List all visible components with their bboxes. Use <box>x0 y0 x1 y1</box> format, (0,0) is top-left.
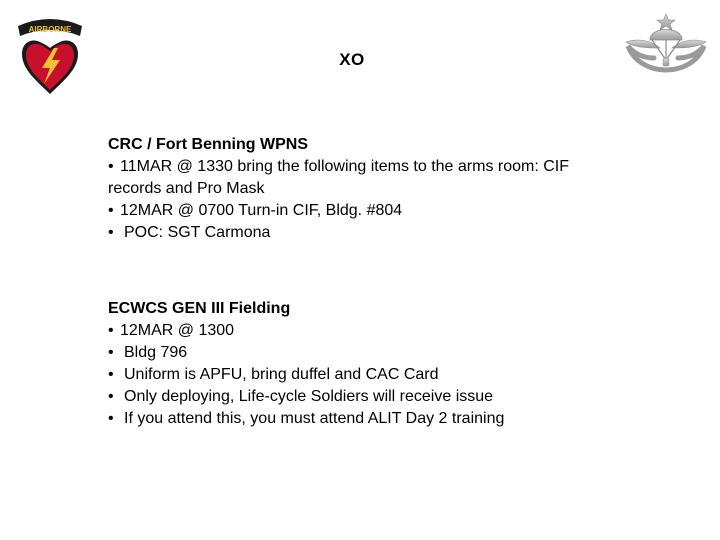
bullet-icon: • <box>108 410 114 427</box>
section-heading: CRC / Fort Benning WPNS <box>108 136 308 153</box>
list-item-text: Bldg 796 <box>124 344 188 361</box>
bullet-icon: • <box>108 388 114 405</box>
list-item-text: Uniform is APFU, bring duffel and CAC Card <box>124 366 439 383</box>
list-item-text: POC: SGT Carmona <box>124 224 271 241</box>
list-item <box>108 408 608 430</box>
bullet-icon: • <box>108 202 114 219</box>
list-item-text: 11MAR @ 1330 bring the following items to the arms room: CIF records and Pro Mask <box>108 158 570 197</box>
list-item <box>108 386 608 408</box>
list-item-text: 12MAR @ 0700 Turn-in CIF, Bldg. #804 <box>120 202 403 219</box>
list-item <box>108 364 608 386</box>
bullet-icon: • <box>108 366 114 383</box>
list-item-text: 12MAR @ 1300 <box>120 322 235 339</box>
list-item <box>108 320 608 342</box>
master-parachutist-badge-icon <box>624 12 708 80</box>
bullet-icon: • <box>108 322 114 339</box>
list-item-text: If you attend this, you must attend ALIT Day 2 training <box>124 410 505 427</box>
list-item <box>108 200 588 222</box>
list-item <box>108 156 588 200</box>
section-ecwcs-fielding <box>108 298 608 430</box>
section-heading: ECWCS GEN III Fielding <box>108 300 291 317</box>
bullet-icon: • <box>108 224 114 241</box>
airborne-tab-text: AIRBORNE <box>28 25 72 34</box>
list-item <box>108 342 608 364</box>
list-item-text: Only deploying, Life-cycle Soldiers will receive issue <box>124 388 494 405</box>
section-crc-fort-benning <box>108 134 588 244</box>
airborne-division-patch-icon <box>16 12 84 96</box>
bullet-icon: • <box>108 344 114 361</box>
bullet-icon: • <box>108 158 114 175</box>
list-item <box>108 222 588 244</box>
slide-title: XO <box>339 50 365 69</box>
